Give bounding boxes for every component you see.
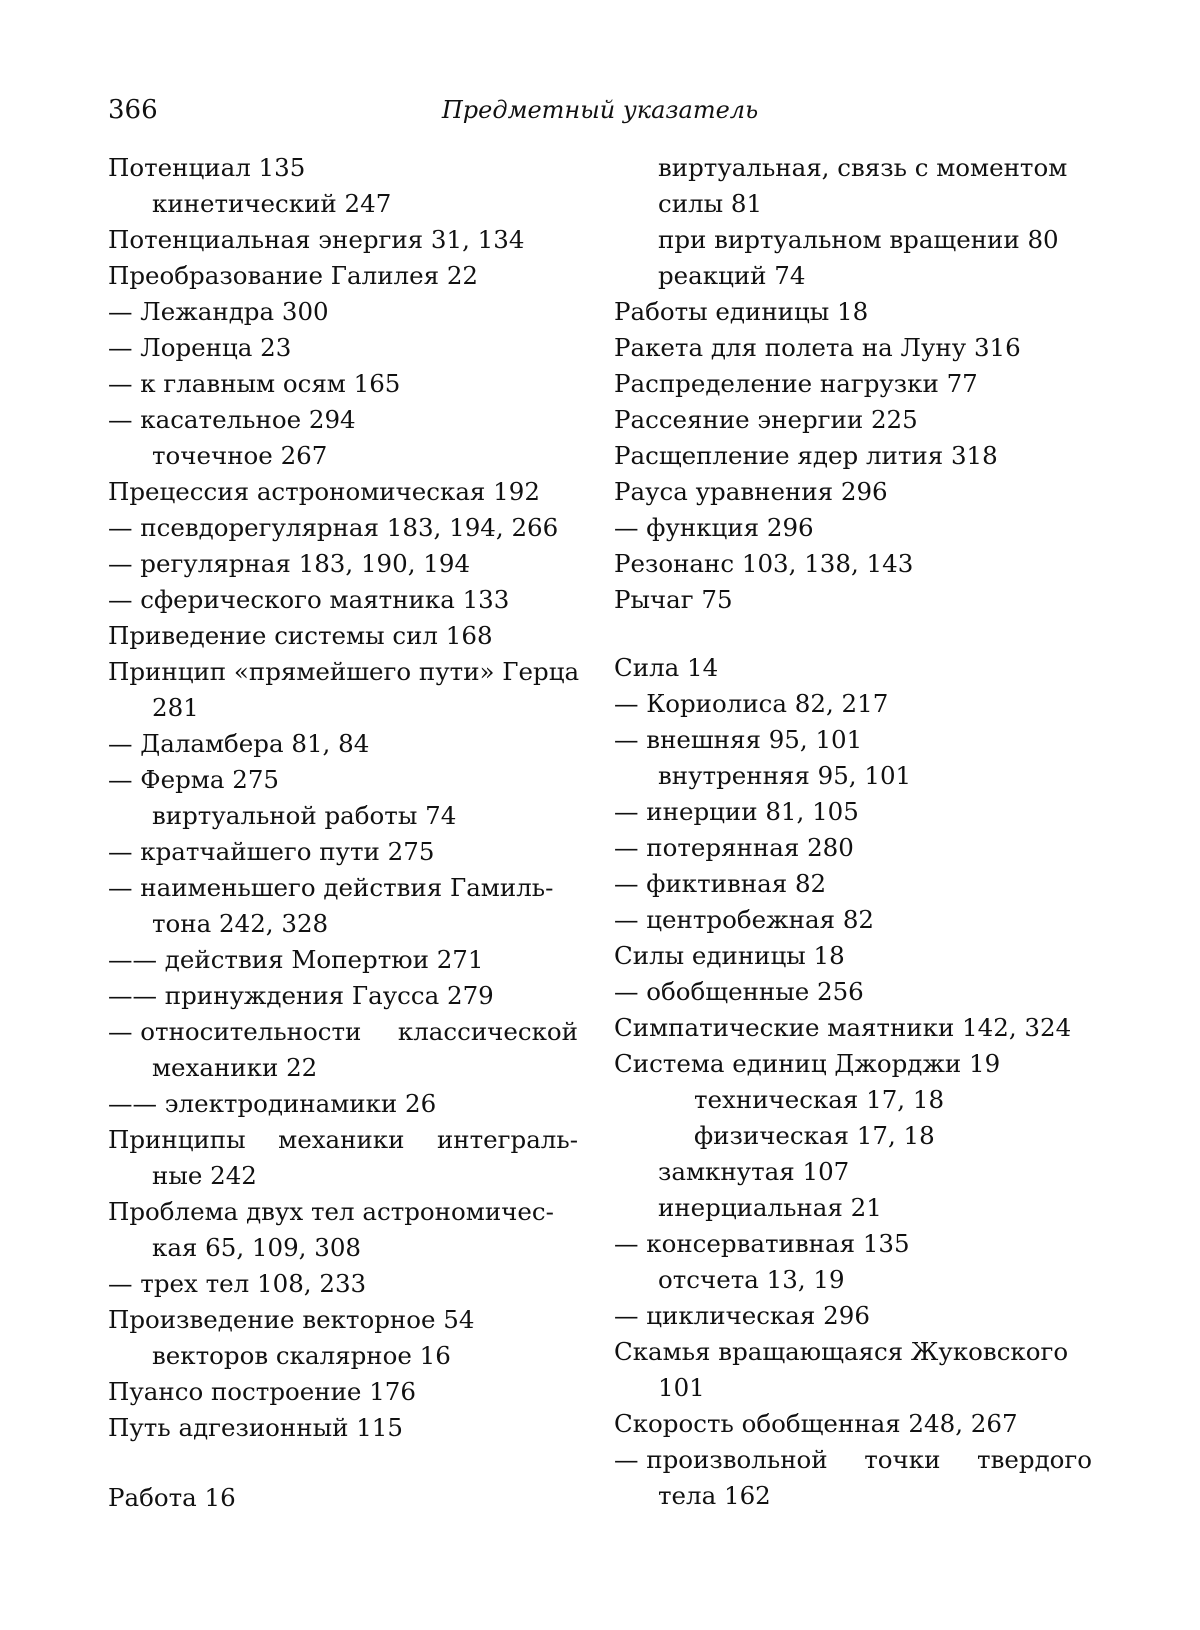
index-entry: Скорость обобщенная 248, 267 [614,1409,1018,1438]
index-entry-continuation: механики 22 [152,1053,318,1082]
index-subentry: — инерции 81, 105 [614,797,859,826]
index-entry: Система единиц Джорджи 19 [614,1049,1001,1078]
index-entry: Симпатические маятники 142, 324 [614,1013,1072,1042]
index-subentry: точечное 267 [152,441,328,470]
index-entry-continuation: ные 242 [152,1161,257,1190]
index-subentry: — трех тел 108, 233 [108,1269,367,1298]
index-word: — произвольной [614,1445,828,1474]
index-subentry: — наименьшего действия Гамиль- [108,873,554,902]
index-subentry: — обобщенные 256 [614,977,864,1006]
index-subentry [614,1442,1092,1478]
index-word: интеграль- [436,1125,578,1154]
index-entry: Рауса уравнения 296 [614,477,888,506]
index-entry: Расщепление ядер лития 318 [614,441,998,470]
index-column-left [108,150,578,1516]
index-subentry: физическая 17, 18 [694,1121,935,1150]
page-number: 366 [108,95,158,125]
index-entry: Распределение нагрузки 77 [614,369,978,398]
index-subentry: — внешняя 95, 101 [614,725,863,754]
index-entry-continuation: тона 242, 328 [152,909,329,938]
index-subentry: — Даламбера 81, 84 [108,729,370,758]
section-gap [614,618,1092,650]
section-gap [108,1446,578,1480]
index-subentry: — псевдорегулярная 183, 194, 266 [108,513,559,542]
index-entry: Пуансо построение 176 [108,1377,416,1406]
index-entry: Проблема двух тел астрономичес- [108,1197,554,1226]
index-subentry: виртуальной работы 74 [152,801,457,830]
index-entry-continuation: 281 [152,693,199,722]
index-subentry: виртуальная, связь с моментом [658,153,1068,182]
running-head: Предметный указатель [441,96,759,124]
index-subentry: — сферического маятника 133 [108,585,510,614]
index-subentry: отсчета 13, 19 [658,1265,845,1294]
index-subentry: — Лежандра 300 [108,297,329,326]
index-subentry: при виртуальном вращении 80 [658,225,1059,254]
index-subentry: векторов скалярное 16 [152,1341,451,1370]
index-subentry: реакций 74 [658,261,806,290]
index-word: — относительности [108,1017,362,1046]
index-entry: Преобразование Галилея 22 [108,261,479,290]
index-entry-continuation: силы 81 [658,189,763,218]
index-entry [108,1122,578,1158]
index-subentry: внутренняя 95, 101 [658,761,912,790]
index-subentry: —— принуждения Гаусса 279 [108,981,494,1010]
index-subentry: — центробежная 82 [614,905,875,934]
index-column-right [614,150,1092,1514]
index-entry: Произведение векторное 54 [108,1305,475,1334]
index-entry-continuation: кая 65, 109, 308 [152,1233,362,1262]
index-subentry: — касательное 294 [108,405,356,434]
index-subentry: замкнутая 107 [658,1157,850,1186]
index-subentry: — фиктивная 82 [614,869,827,898]
index-subentry: кинетический 247 [152,189,392,218]
index-subentry: — Кориолиса 82, 217 [614,689,889,718]
index-entry: Принцип «прямейшего пути» Герца [108,657,580,686]
index-entry: Приведение системы сил 168 [108,621,493,650]
index-entry: Резонанс 103, 138, 143 [614,549,914,578]
index-subentry: — кратчайшего пути 275 [108,837,435,866]
index-entry: Потенциал 135 [108,153,306,182]
index-subentry: — циклическая 296 [614,1301,870,1330]
index-entry: Работа 16 [108,1483,236,1512]
index-entry-continuation: 101 [658,1373,705,1402]
index-word: механики [278,1125,405,1154]
index-entry: Потенциальная энергия 31, 134 [108,225,525,254]
index-subentry: —— электродинамики 26 [108,1089,437,1118]
index-entry: Сила 14 [614,653,719,682]
index-entry-continuation: тела 162 [658,1481,771,1510]
index-subentry: — к главным осям 165 [108,369,401,398]
index-subentry: — Лоренца 23 [108,333,292,362]
index-word: классической [397,1017,578,1046]
index-word: точки [864,1445,941,1474]
index-subentry: техническая 17, 18 [694,1085,945,1114]
index-entry: Ракета для полета на Луну 316 [614,333,1021,362]
index-entry: Скамья вращающаяся Жуковского [614,1337,1069,1366]
index-subentry: — Ферма 275 [108,765,280,794]
index-subentry [108,1014,578,1050]
index-subentry: — потерянная 280 [614,833,854,862]
index-entry: Путь адгезионный 115 [108,1413,403,1442]
index-entry: Работы единицы 18 [614,297,869,326]
index-entry: Прецессия астрономическая 192 [108,477,540,506]
index-word: твердого [977,1445,1092,1474]
index-entry: Рычаг 75 [614,585,733,614]
index-subentry: инерциальная 21 [658,1193,882,1222]
index-subentry: — функция 296 [614,513,814,542]
index-subentry: — консервативная 135 [614,1229,910,1258]
index-subentry: — регулярная 183, 190, 194 [108,549,471,578]
index-entry: Рассеяние энергии 225 [614,405,918,434]
index-subentry: —— действия Мопертюи 271 [108,945,484,974]
index-entry: Силы единицы 18 [614,941,845,970]
index-word: Принципы [108,1125,246,1154]
